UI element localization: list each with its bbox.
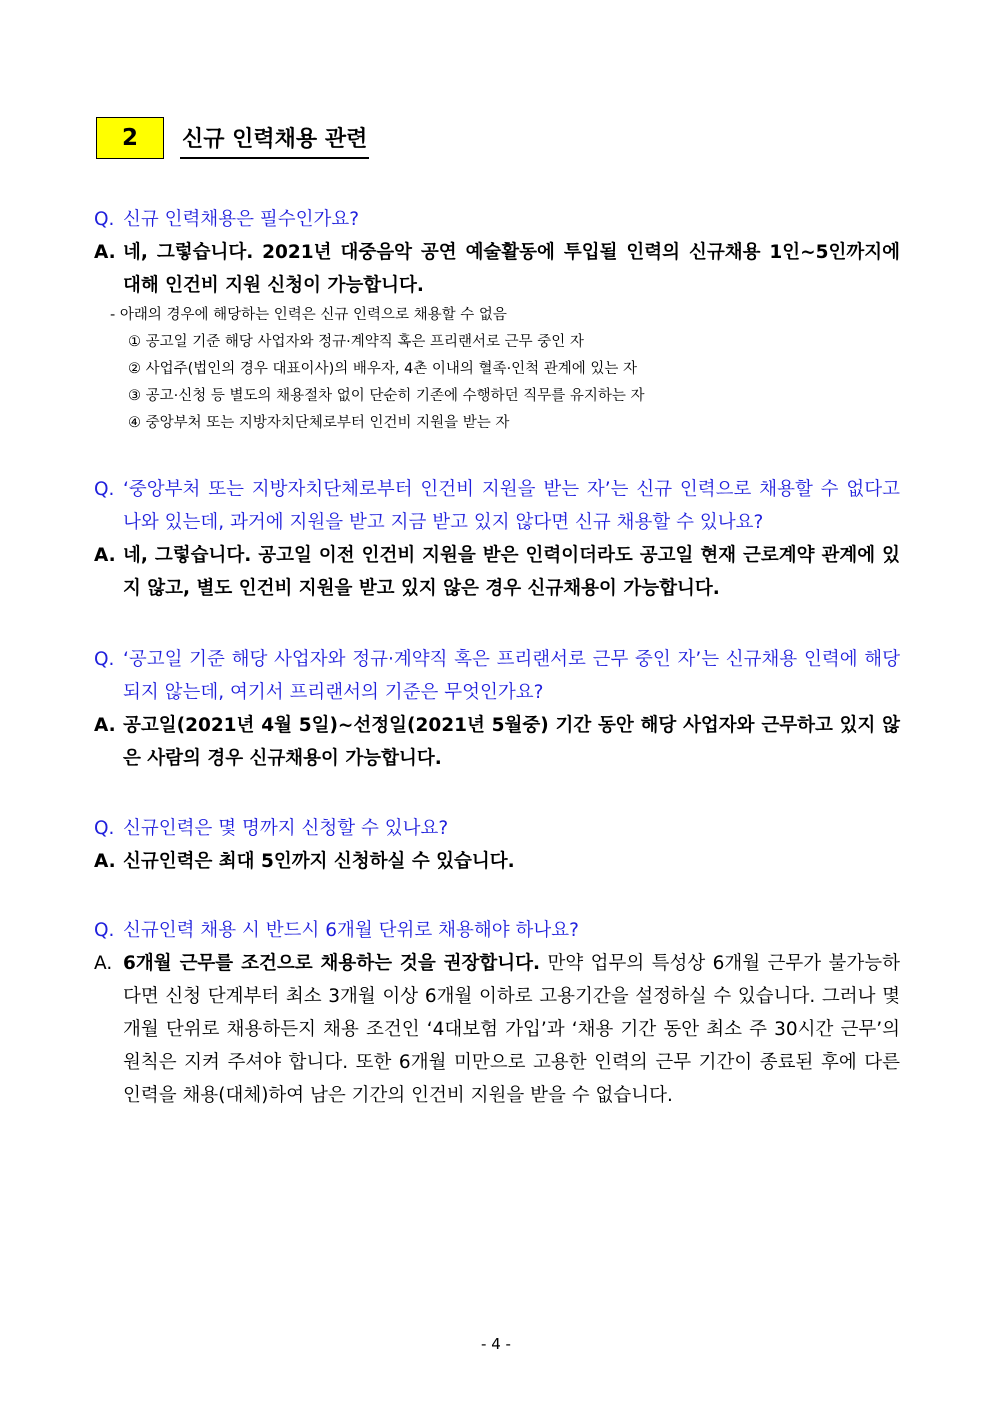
answer-prefix: A. [94, 953, 113, 974]
question-prefix: Q. [94, 818, 115, 839]
answer-body [123, 947, 900, 1112]
answer-prefix: A. [94, 851, 116, 872]
answer-prefix: A. [94, 545, 116, 566]
exclusion-note: - 아래의 경우에 해당하는 인력은 신규 인력으로 채용할 수 없음 [110, 307, 507, 323]
question-text: 신규 인력채용은 필수인가요? [123, 209, 360, 230]
question-prefix: Q. [94, 209, 115, 230]
answer-text: 공고일(2021년 4월 5일)~선정일(2021년 5월중) 기간 동안 해당 사업자와 근무하고 있지 않은 사람의 경우 신규채용이 가능합니다. [123, 715, 900, 769]
exclusion-item: ④ 중앙부처 또는 지방자치단체로부터 인건비 지원을 받는 자 [128, 415, 510, 431]
section-title: 신규 인력채용 관련 [180, 129, 369, 159]
question [94, 812, 900, 845]
qa-block [94, 643, 900, 775]
qa-block [94, 812, 900, 878]
question [94, 914, 900, 947]
question-prefix: Q. [94, 920, 115, 941]
page-number: - 4 - [481, 1335, 511, 1353]
question-text: 신규인력은 몇 명까지 신청할 수 있나요? [123, 818, 449, 839]
answer-text: 네, 그렇습니다. 2021년 대중음악 공연 예술활동에 투입될 인력의 신규채용 1인~5인까지에 대해 인건비 지원 신청이 가능합니다. [123, 242, 900, 296]
answer-emphasis: 6개월 근무를 조건으로 채용하는 것을 권장합니다. [123, 953, 541, 974]
exclusion-item: ③ 공고·신청 등 별도의 채용절차 없이 단순히 기존에 수행하던 직무를 유지하는 자 [128, 388, 645, 404]
question-text: 신규인력 채용 시 반드시 6개월 단위로 채용해야 하나요? [123, 920, 579, 941]
answer-text: 만약 업무의 특성상 6개월 근무가 불가능하다면 신청 단계부터 최소 3개월 이상 6개월 이하로 고용기간을 설정하실 수 있습니다. 그러나 몇 개월 단위로 채용하든지 채용 조건인 ‘4대보험 가입’과 ‘채용 기간 동안 최소 주 30시간 근무’의 원칙은 지켜 주셔야 합니다. 또한 6개월 미만으로 고용한 인력의 근무 기간이 종료된 후에 다른 인력을 채용(대체)하여 남은 기간의 인건비 지원을 받을 수 없습니다. [123, 953, 900, 1106]
exclusion-list [94, 302, 900, 437]
question [94, 473, 900, 539]
answer-prefix: A. [94, 242, 116, 263]
question-prefix: Q. [94, 479, 115, 500]
section-number-box: 2 [96, 117, 164, 159]
answer [94, 709, 900, 775]
question [94, 643, 900, 709]
qa-block [94, 914, 900, 1112]
answer-text: 신규인력은 최대 5인까지 신청하실 수 있습니다. [123, 851, 515, 872]
answer [94, 236, 900, 302]
question-text: ‘공고일 기준 해당 사업자와 정규·계약직 혹은 프리랜서로 근무 중인 자’는 신규채용 인력에 해당되지 않는데, 여기서 프리랜서의 기준은 무엇인가요? [123, 649, 900, 703]
question-prefix: Q. [94, 649, 115, 670]
question [94, 203, 900, 236]
qa-block [94, 473, 900, 605]
answer [94, 539, 900, 605]
qa-block [94, 203, 900, 437]
exclusion-item: ② 사업주(법인의 경우 대표이사)의 배우자, 4촌 이내의 혈족·인척 관계에 있는 자 [128, 361, 638, 377]
answer-text: 네, 그렇습니다. 공고일 이전 인건비 지원을 받은 인력이더라도 공고일 현재 근로계약 관계에 있지 않고, 별도 인건비 지원을 받고 있지 않은 경우 신규채용이 가능합니다. [123, 545, 900, 599]
section-header [96, 117, 369, 159]
exclusion-item: ① 공고일 기준 해당 사업자와 정규·계약직 혹은 프리랜서로 근무 중인 자 [128, 334, 584, 350]
answer [94, 947, 900, 1112]
answer [94, 845, 900, 878]
question-text: ‘중앙부처 또는 지방자치단체로부터 인건비 지원을 받는 자’는 신규 인력으로 채용할 수 없다고 나와 있는데, 과거에 지원을 받고 지금 받고 있지 않다면 신규 채용할 수 있나요? [123, 479, 900, 533]
answer-prefix: A. [94, 715, 116, 736]
